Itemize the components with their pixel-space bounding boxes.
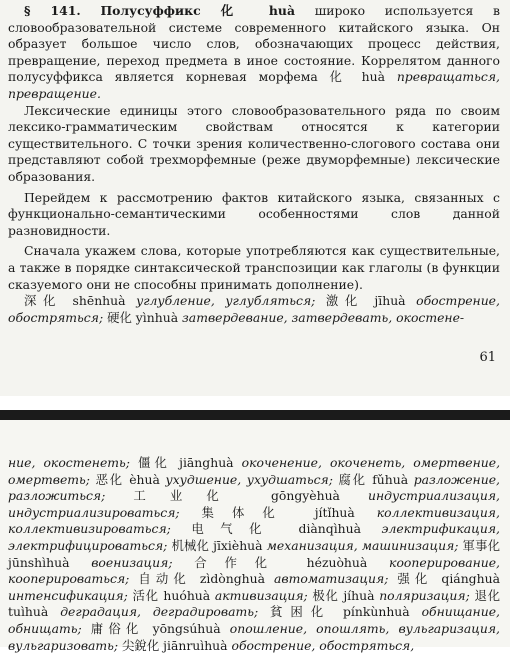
entry-word: 尖銳化 jiānruìhuà (122, 637, 228, 653)
bottom-page-text (8, 455, 500, 654)
entry-word: 退化 tuìhuà (8, 587, 501, 620)
example-meaning: затвердевание, затвердевать, окостене- (182, 309, 465, 325)
entry-word: 僵化 jiānghuà (138, 455, 234, 470)
entry-word: 腐化 fǔhuà (338, 471, 409, 487)
entry-meaning: ухудшение, ухудшаться; (165, 471, 333, 487)
entry-meaning: электрификация, электрифицироваться; (8, 521, 500, 553)
entry-word: 机械化 jīxièhuà (171, 537, 263, 553)
example-word: 深化 shēnhuà (24, 293, 126, 309)
entries-paragraph (8, 455, 500, 654)
entry-word: 电气化 diànqìhuà (191, 521, 362, 537)
page-number: 61 (479, 350, 496, 365)
entry-meaning: ние, окостенеть; (8, 455, 130, 470)
entry-word: 合作化 hézuòhuà (194, 554, 368, 570)
entry-meaning: автоматизация; (274, 571, 389, 587)
paragraph-4: Сначала укажем слова, которые употребляются как существительные, а также в порядке синтаксической транспозиции как глаголы (в функции сказуемого они не способны принимать дополнение). (8, 243, 500, 292)
entry-word: 工业化 gōngyèhuà (133, 488, 340, 504)
section-number: § 141. (24, 3, 81, 18)
entry-word: 集体化 jítǐhuà (201, 504, 355, 520)
page-edge-band (0, 410, 510, 420)
examples-paragraph (8, 293, 500, 326)
section-title: Полусуффикс 化 huà (100, 3, 295, 18)
entry-word: 极化 jíhuà (312, 587, 375, 603)
example-meaning: обострение, обостряться; (8, 293, 500, 325)
entry-meaning: механизация, машинизация; (266, 537, 459, 553)
paragraph-1 (8, 3, 500, 103)
paragraph-1-text: широко используется в словообразовательной системе современного китайского языка. Он образует большое число слов, обозначающих процесс действия, превращение, переход предмета в иное состояние. Коррелятом данного полусуффикса является корневая морфема 化 huà (8, 3, 500, 85)
entry-word: 活化 huóhuà (132, 587, 211, 603)
example-word: 硬化 yìnhuà (107, 309, 179, 325)
entry-meaning: индустриализация, индустриализироваться; (8, 488, 500, 520)
entry-meaning: окоченение, окоченеть, омертвение, омертветь; (8, 455, 501, 487)
entry-word: 强化 qiánghuà (397, 571, 500, 587)
example-word: 激化 jīhuà (325, 293, 406, 309)
paragraph-3: Перейдем к рассмотрению фактов китайского языка, связанных с функционально-семантическими особенностями слов данной разновидности. (8, 189, 500, 238)
entry-meaning: обострение, обостряться, (231, 637, 415, 653)
example-meaning: углубление, углубляться; (136, 293, 316, 309)
entry-meaning: опошление, опошлять, вульгаризация, вульгаризовать; (8, 620, 500, 653)
paragraph-2: Лексические единицы этого словообразовательного ряда по своим лексико-грамматическим свойствам относятся к категории существительного. С точки зрения количественно-слогового состава они представляют собой трехморфемные (реже двуморфемные) лексические образования. (8, 102, 500, 184)
entry-meaning: поляризация; (379, 587, 470, 603)
entry-meaning: интенсификация; (8, 587, 128, 603)
entry-word: 自动化 zìdònghuà (138, 571, 265, 587)
entry-word: 恶化 èhuà (95, 471, 160, 487)
entry-meaning: военизация; (91, 554, 173, 570)
entry-word: 軍事化 jūnshìhuà (8, 537, 501, 570)
entry-meaning: деградация, деградировать; (60, 604, 259, 620)
entry-meaning: кооперирование, кооперироваться; (8, 554, 500, 587)
entry-meaning: обнищание, обнищать; (8, 604, 500, 636)
entry-word: 貧困化 pínkùnhuà (270, 604, 410, 620)
paragraph-1-meaning: превращаться, превращение. (8, 69, 500, 101)
entry-meaning: активизация; (214, 587, 308, 603)
top-page-text (8, 3, 500, 326)
entry-word: 庸俗化 yōngsúhuà (90, 620, 221, 636)
entry-meaning: разложение, разложиться; (8, 471, 500, 504)
entry-meaning: коллективизация, коллективизироваться; (8, 504, 500, 537)
page-gap (0, 396, 510, 410)
